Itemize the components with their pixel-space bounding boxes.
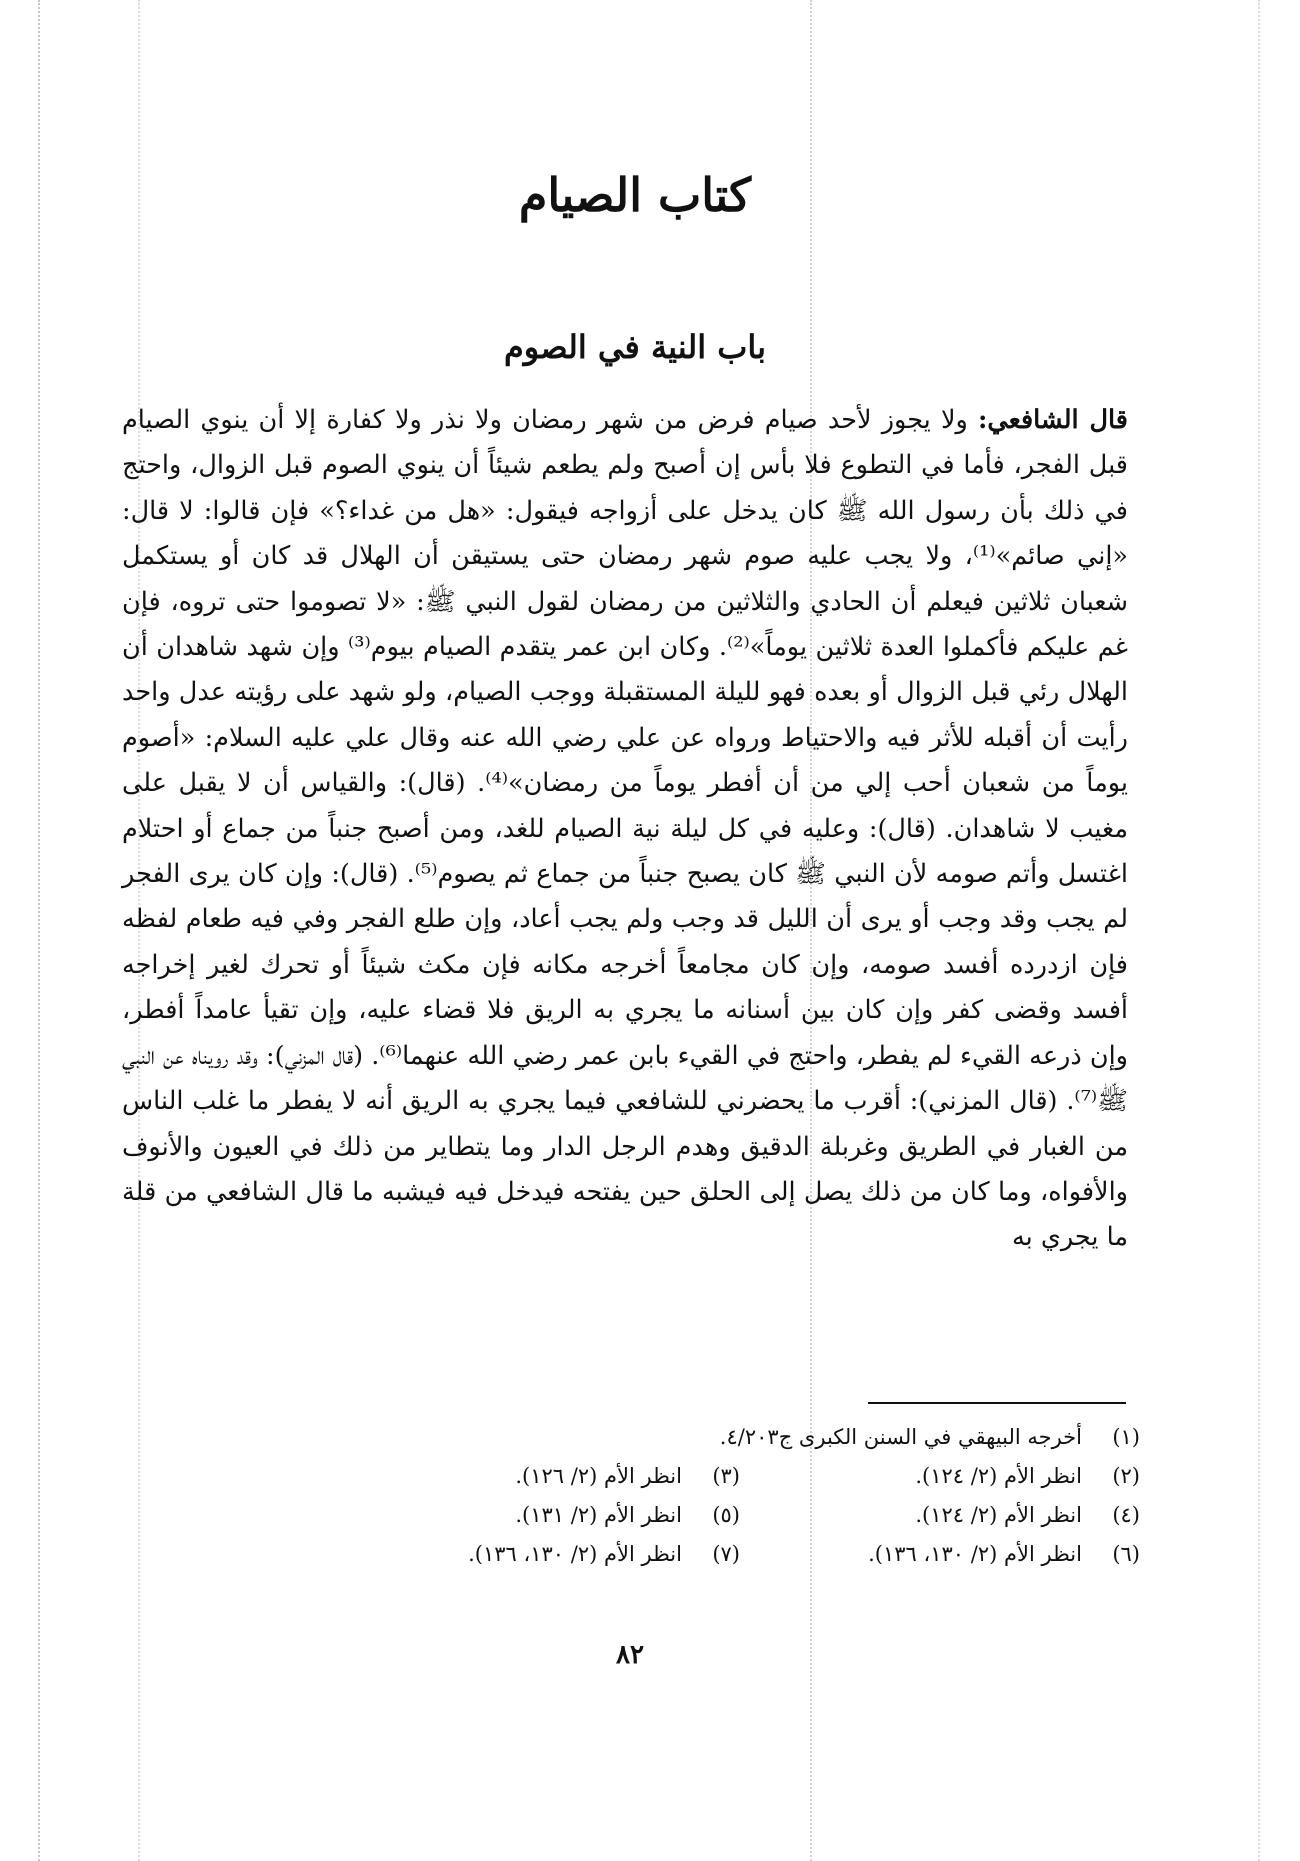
footnote-text: انظر الأم (٢/ ١٢٤). [915,1503,1082,1527]
footnote-text: انظر الأم (٢/ ١٣٠، ١٣٦). [468,1542,682,1566]
scan-guide-line [1258,0,1260,1861]
footnote-text: انظر الأم (٢/ ١٣٠، ١٣٦). [868,1542,1082,1566]
footnote-number: (٥) [712,1503,740,1527]
scan-guide-line [38,0,40,1861]
footnote [740,1535,1140,1574]
footnote-text: أخرجه البيهقي في السنن الكبرى ج٤/٢٠٣. [719,1425,1082,1449]
footnote-text: انظر الأم (٢/ ١٢٦). [515,1464,682,1488]
paragraph-lead: قال الشافعي: [978,405,1128,435]
footnote [740,1496,1140,1535]
footnote-text: انظر الأم (٢/ ١٣١). [515,1503,682,1527]
footnote-row [340,1418,1140,1457]
footnote-number: (٣) [712,1464,740,1488]
footnote [340,1457,740,1496]
footnote-number: (٤) [1112,1503,1140,1527]
footnote [720,1418,1140,1457]
footnote-number: (١) [1112,1425,1140,1449]
footnote-row [340,1535,1140,1574]
book-title: كتاب الصيام [518,168,752,222]
footnote-text: انظر الأم (٢/ ١٢٤). [915,1464,1082,1488]
footnote-number: (٦) [1112,1542,1140,1566]
body-paragraph [122,398,1128,1261]
footnote-number: (٢) [1112,1464,1140,1488]
paragraph-text: ولا يجوز لأحد صيام فرض من شهر رمضان ولا نذر ولا كفارة إلا أن ينوي الصيام قبل الفجر، فأما في التطوع فلا بأس إن أصبح ولم يطعم شيئاً أن ينوي الصوم قبل الزوال، واحتج في ذلك بأن رسول الله ﷺ كان يدخل على أزواجه فيقول: «هل من غداء؟» فإن قالوا: لا قال: «إني صائم»⁽¹⁾، ولا يجب عليه صوم شهر رمضان حتى يستيقن أن الهلال قد كان أو يستكمل شعبان ثلاثين فيعلم أن الحادي والثلاثين من رمضان لقول النبي ﷺ: «لا تصوموا حتى تروه، فإن غم عليكم فأكملوا العدة ثلاثين يوماً»⁽²⁾. وكان ابن عمر يتقدم الصيام بيوم⁽³⁾ وإن شهد شاهدان أن الهلال رئي قبل الزوال أو بعده فهو لليلة المستقبلة ووجب الصيام، ولو شهد على رؤيته عدل واحد رأيت أن أقبله للأثر فيه والاحتياط ورواه عن علي رضي الله عنه وقال علي عليه السلام: «أصوم يوماً من شعبان أحب إلي من أن أفطر يوماً من رمضان»⁽⁴⁾. (قال): والقياس أن لا يقبل على مغيب لا شاهدان. (قال): وعليه في كل ليلة نية الصيام للغد، ومن أصبح جنباً من جماع أو احتلام اغتسل وأتم صومه لأن النبي ﷺ كان يصبح جنباً من جماع ثم يصوم⁽⁵⁾. (قال): وإن كان يرى الفجر لم يجب وقد وجب أو يرى أن الليل قد وجب ولم يجب أعاد، وإن طلع الفجر وفي فيه طعام لفظه فإن ازدرده أفسد صومه، وإن كان مجامعاً أخرجه مكانه فإن مكث شيئاً أو تحرك لغير إخراجه أفسد وقضى كفر وإن كان بين أسنانه ما يجري به الريق فلا قضاء عليه، وإن تقيأ عامداً أفطر، وإن ذرعه القيء لم يفطر، واحتج في القيء بابن عمر رضي الله عنهما⁽⁶⁾. (قال المزني): وقد رويناه عن النبي ﷺ⁽⁷⁾. (قال المزني): أقرب ما يحضرني للشافعي فيما يجري به الريق أنه لا يفطر ما غلب الناس من الغبار في الطريق وغربلة الدقيق وهدم الرجل الدار وما يتطاير من ذلك في العيون والأنوف والأفواه، وما كان من ذلك يصل إلى الحلق حين يفتحه فيدخل فيه فيشبه ما قال الشافعي من قلة ما يجري به [122,405,1129,1253]
chapter-title: باب النية في الصوم [503,328,766,366]
page-number: ٨٢ [616,1640,644,1670]
footnote [340,1535,740,1574]
footnote [740,1457,1140,1496]
footnote [340,1496,740,1535]
footnotes [340,1418,1140,1574]
footnote-row [340,1457,1140,1496]
footnote-number: (٧) [712,1542,740,1566]
footnote-separator [868,1402,1126,1404]
footnote-row [340,1496,1140,1535]
